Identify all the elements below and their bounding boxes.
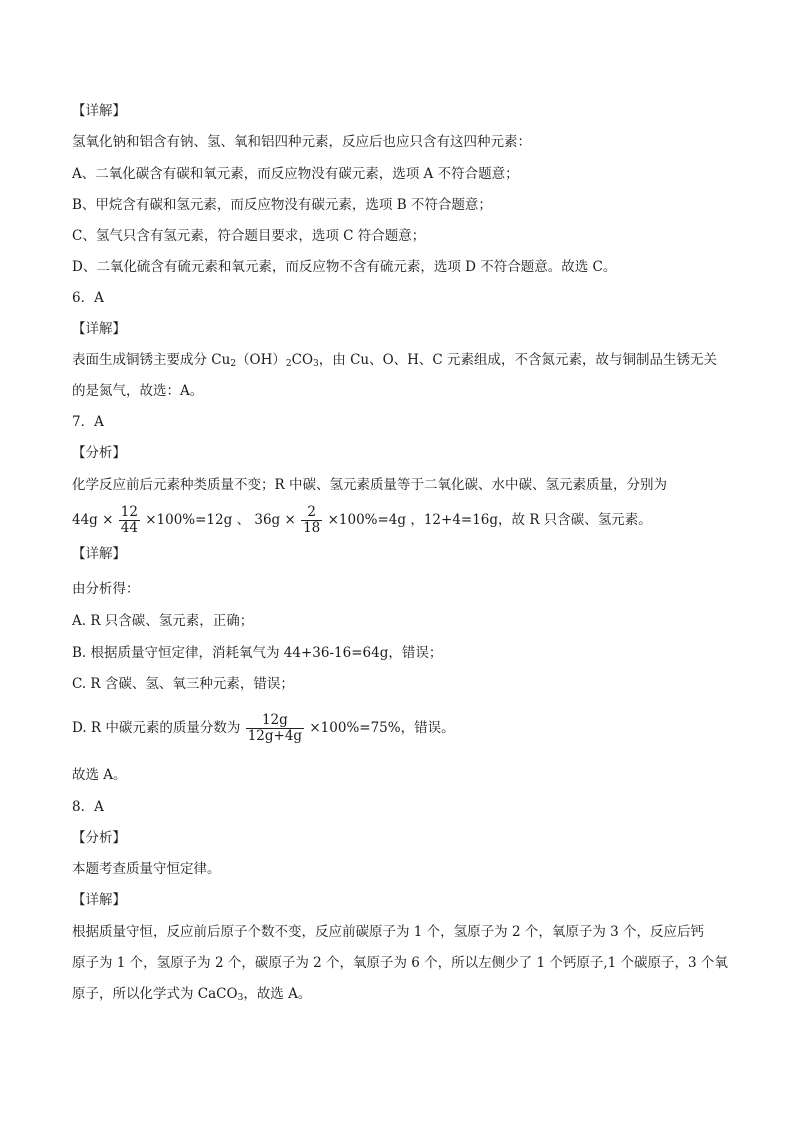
analysis-heading: 【分析】 <box>72 445 126 461</box>
option-a: A. R 只含碳、氢元素，正确； <box>72 613 254 629</box>
option-d: D. R 中碳元素的质量分数为 $\frac{12g}{12g+4g}$ ×100%=75%，错误。 <box>72 712 455 744</box>
paragraph: 根据质量守恒，反应前后原子个数不变，反应前碳原子为 1 个，氢原子为 2 个，氧原子为 3 个，反应后钙 <box>72 924 705 940</box>
option-b: B. 根据质量守恒定律，消耗氧气为 44+36-16=64g，错误； <box>72 645 443 661</box>
option-b: B、甲烷含有碳和氢元素，而反应物没有碳元素，选项 B 不符合题意； <box>72 197 492 213</box>
paragraph: 由分析得： <box>72 581 140 597</box>
paragraph: 化学反应前后元素种类质量不变；R 中碳、氢元素质量等于二氧化碳、水中碳、氢元素质量，分别为 <box>72 477 667 493</box>
detail-heading: 【详解】 <box>72 103 126 119</box>
option-c: C、氢气只含有氢元素，符合题目要求，选项 C 符合题意； <box>72 228 426 244</box>
paragraph: 原子为 1 个，氢原子为 2 个，碳原子为 2 个，氧原子为 6 个，所以左侧少了 1 个钙原子,1 个碳原子，3 个氧 <box>72 955 728 971</box>
option-c: C. R 含碳、氢、氧三种元素，错误； <box>72 676 294 692</box>
conclusion: 故选 A。 <box>72 767 127 783</box>
option-d: D、二氧化硫含有硫元素和氧元素，而反应物不含有硫元素，选项 D 不符合题意。故选 C。 <box>72 259 617 275</box>
detail-heading: 【详解】 <box>72 892 126 908</box>
detail-heading: 【详解】 <box>72 546 126 562</box>
paragraph: 氢氧化钠和铝含有钠、氢、氧和铝四种元素，反应后也应只含有这四种元素： <box>72 134 531 150</box>
question-number: 8．A <box>72 799 104 815</box>
fraction: $\frac{2}{18}$ <box>303 504 321 536</box>
paragraph: 原子，所以化学式为 CaCO$_3$，故选 A。 <box>72 986 312 1003</box>
detail-heading: 【详解】 <box>72 321 126 337</box>
option-a: A、二氧化碳含有碳和氧元素，而反应物没有碳元素，选项 A 不符合题意； <box>72 166 519 182</box>
paragraph: 本题考查质量守恒定律。 <box>72 861 221 877</box>
paragraph: 表面生成铜锈主要成分 $Cu_2(OH)_2CO_3$，由 Cu、O、H、C 元素组成，不含氮元素，故与铜制品生锈无关 <box>72 352 718 369</box>
question-number: 6．A <box>72 290 104 306</box>
calculation-line: 44g × $\frac{12}{44}$ ×100%=12g 、 36g × $\frac{2}{18}$ ×100%=4g ，12+4=16g，故 R 只含碳、氢元素。 <box>72 504 652 536</box>
question-number: 7．A <box>72 414 104 430</box>
paragraph: 的是氮气，故选：A。 <box>72 383 204 399</box>
analysis-heading: 【分析】 <box>72 830 126 846</box>
fraction: $\frac{12}{44}$ <box>120 504 138 536</box>
fraction: $\frac{12g}{12g+4g}$ <box>247 712 303 744</box>
